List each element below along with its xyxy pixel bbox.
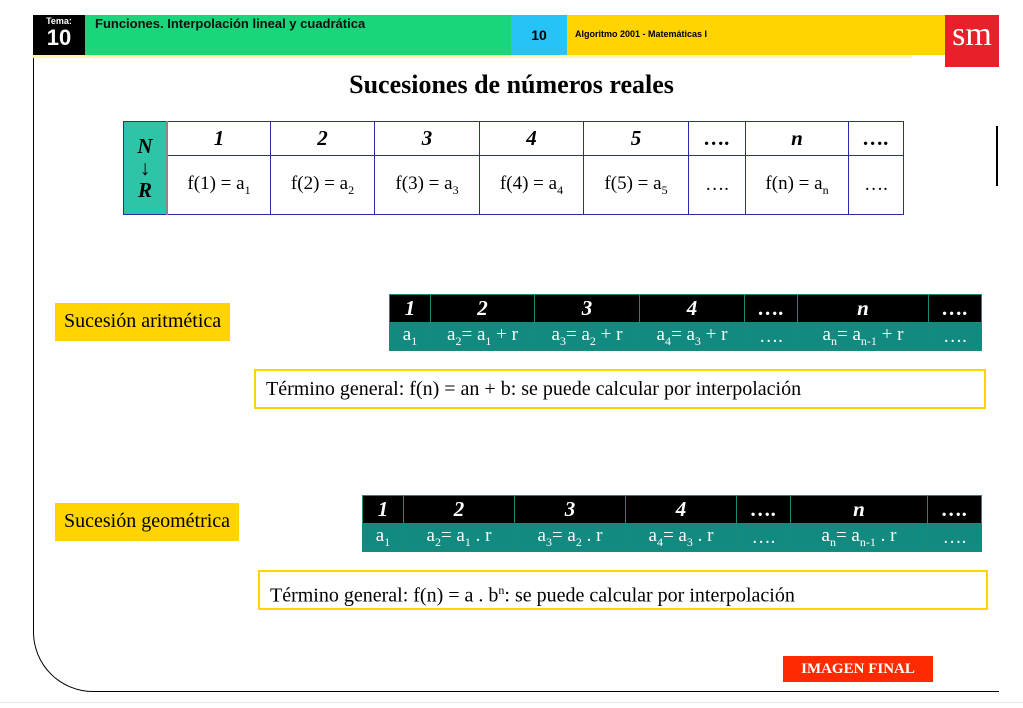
cell-sub: 3 — [559, 333, 566, 348]
page-title: Sucesiones de números reales — [349, 70, 674, 99]
topic-title: Funciones. Interpolación lineal y cuadrática — [95, 16, 366, 31]
arithmetic-table — [389, 294, 982, 351]
publisher-box — [567, 15, 945, 55]
cell-sub: 3 — [452, 182, 459, 197]
term-cell — [929, 323, 982, 351]
arithmetic-label: Sucesión aritmética — [55, 303, 230, 341]
table-row — [124, 156, 904, 215]
general-term-text: : se puede calcular por interpolación — [504, 584, 795, 607]
cell-sub: 3 — [686, 534, 693, 549]
cell-text: f(4) = a — [499, 172, 558, 194]
topic-label: Tema: — [46, 16, 72, 26]
term-cell — [390, 323, 431, 351]
cell-text: …. — [943, 325, 967, 347]
header-cell: 3 — [535, 295, 640, 323]
term-cell — [737, 524, 791, 552]
cell-sub: 4 — [664, 333, 671, 348]
value-cell — [849, 156, 904, 215]
cell-text: = a — [565, 324, 590, 346]
cell-text: …. — [864, 174, 888, 195]
r-symbol: R — [137, 178, 152, 202]
header-cell: …. — [689, 122, 746, 156]
cell-text: f(5) = a — [604, 172, 662, 194]
header-cell: …. — [737, 496, 791, 524]
header-cell: 4 — [640, 295, 745, 323]
cell-sub: 2 — [589, 333, 596, 348]
header-cell: …. — [745, 295, 798, 323]
header-cell: 3 — [515, 496, 626, 524]
cell-sub: n — [822, 182, 829, 197]
cell-sub: n — [829, 534, 836, 549]
cell-sub: 5 — [661, 182, 668, 197]
geometric-table — [362, 495, 982, 552]
term-cell — [791, 524, 928, 552]
header-cell: …. — [849, 122, 904, 156]
cell-sub: 4 — [656, 534, 663, 549]
publisher-text: Algoritmo 2001 - Matemáticas I — [575, 29, 708, 39]
header-cell: 1 — [167, 122, 271, 156]
cell-text: …. — [705, 174, 729, 195]
down-arrow-icon: ↓ — [139, 156, 151, 180]
value-cell — [746, 156, 849, 215]
cell-text: a — [821, 525, 830, 547]
cell-text: + r — [700, 324, 728, 346]
term-cell — [798, 323, 929, 351]
value-cell — [480, 156, 584, 215]
cell-sub: 2 — [455, 333, 462, 348]
value-cell — [689, 156, 746, 215]
table-row — [363, 496, 982, 524]
cell-text: . r — [692, 525, 714, 547]
cell-text: + r — [595, 324, 623, 346]
cell-sub: n-1 — [860, 333, 877, 348]
term-cell — [626, 524, 737, 552]
cell-text: a — [447, 324, 456, 346]
header-cell: n — [791, 496, 928, 524]
value-cell — [271, 156, 375, 215]
arithmetic-general-term: Término general: f(n) = an + b: se puede calcular por interpolación — [254, 369, 986, 409]
topic-number: 10 — [46, 25, 72, 50]
header-cell: 4 — [480, 122, 584, 156]
cell-sub: 1 — [464, 534, 471, 549]
header-cell: …. — [928, 496, 982, 524]
cell-text: = a — [835, 525, 860, 547]
slide-header — [33, 15, 999, 55]
value-cell — [375, 156, 480, 215]
term-cell — [431, 323, 535, 351]
value-cell — [584, 156, 689, 215]
term-cell — [515, 524, 626, 552]
cell-sub: 3 — [694, 333, 701, 348]
final-image-button[interactable]: IMAGEN FINAL — [783, 656, 933, 682]
cell-sub: 2 — [575, 534, 582, 549]
table-row — [363, 524, 982, 552]
geometric-label: Sucesión geométrica — [55, 503, 239, 541]
cell-sub: 1 — [384, 534, 391, 549]
header-strip — [33, 55, 912, 58]
term-cell — [535, 323, 640, 351]
cell-text: a — [551, 324, 560, 346]
cell-text: a — [375, 525, 385, 547]
n-symbol: N — [137, 134, 153, 158]
cell-text: f(1) = a — [187, 172, 245, 194]
cell-text: = a — [440, 525, 465, 547]
cell-text: . r — [875, 525, 897, 547]
cell-text: . r — [470, 525, 492, 547]
header-cell: 3 — [375, 122, 480, 156]
cell-text: = a — [551, 525, 576, 547]
cell-sub: 2 — [348, 182, 355, 197]
cell-sub: n-1 — [859, 534, 876, 549]
cell-text: a — [822, 324, 831, 346]
cell-text: = a — [670, 324, 695, 346]
cell-text: = a — [461, 324, 486, 346]
geometric-general-term — [258, 570, 988, 610]
bottom-divider — [0, 702, 1023, 703]
cell-text: a — [656, 324, 665, 346]
header-cell: …. — [929, 295, 982, 323]
cell-sub: 2 — [434, 534, 441, 549]
header-cell: n — [798, 295, 929, 323]
cell-text: a — [648, 525, 657, 547]
table-row — [124, 122, 904, 156]
n-to-r-cell — [124, 122, 168, 215]
cell-sub: 1 — [244, 182, 251, 197]
header-cell: 2 — [404, 496, 515, 524]
topic-badge — [33, 15, 85, 55]
page-number: 10 — [511, 15, 567, 55]
term-cell — [928, 524, 982, 552]
header-cell: 5 — [584, 122, 689, 156]
cell-text: = a — [662, 525, 687, 547]
header-cell: 2 — [271, 122, 375, 156]
cell-text: + r — [876, 324, 904, 346]
cell-text: …. — [942, 526, 967, 548]
cell-text: f(2) = a — [290, 172, 349, 194]
cell-text: f(n) = a — [765, 172, 823, 194]
cell-text: …. — [759, 325, 783, 347]
table-row — [390, 295, 982, 323]
cell-text: …. — [751, 526, 776, 548]
general-term-text: Término general: f(n) = a . b — [270, 584, 499, 607]
value-cell — [167, 156, 271, 215]
cell-sub: n — [830, 333, 837, 348]
term-cell — [363, 524, 404, 552]
cell-text: a — [426, 525, 435, 547]
header-cell: 1 — [363, 496, 404, 524]
term-cell — [404, 524, 515, 552]
sm-logo: sm — [945, 15, 999, 67]
table-row — [390, 323, 982, 351]
cell-text: + r — [491, 324, 518, 346]
cell-sub: 4 — [557, 182, 564, 197]
cell-sub: 3 — [545, 534, 552, 549]
mapping-table — [123, 121, 904, 215]
cell-text: a — [537, 525, 546, 547]
term-cell — [640, 323, 745, 351]
cell-text: = a — [836, 324, 861, 346]
header-cell: 4 — [626, 496, 737, 524]
cell-text: a — [402, 324, 412, 346]
right-border-mark — [996, 126, 998, 186]
topic-title-box — [85, 15, 511, 55]
cell-text: f(3) = a — [395, 172, 453, 194]
cell-text: . r — [581, 525, 603, 547]
cell-sub: 1 — [411, 333, 418, 348]
term-cell — [745, 323, 798, 351]
header-cell: 2 — [431, 295, 535, 323]
cell-sub: 1 — [485, 333, 492, 348]
header-cell: n — [746, 122, 849, 156]
header-cell: 1 — [390, 295, 431, 323]
general-term-exponent: n — [498, 583, 505, 597]
